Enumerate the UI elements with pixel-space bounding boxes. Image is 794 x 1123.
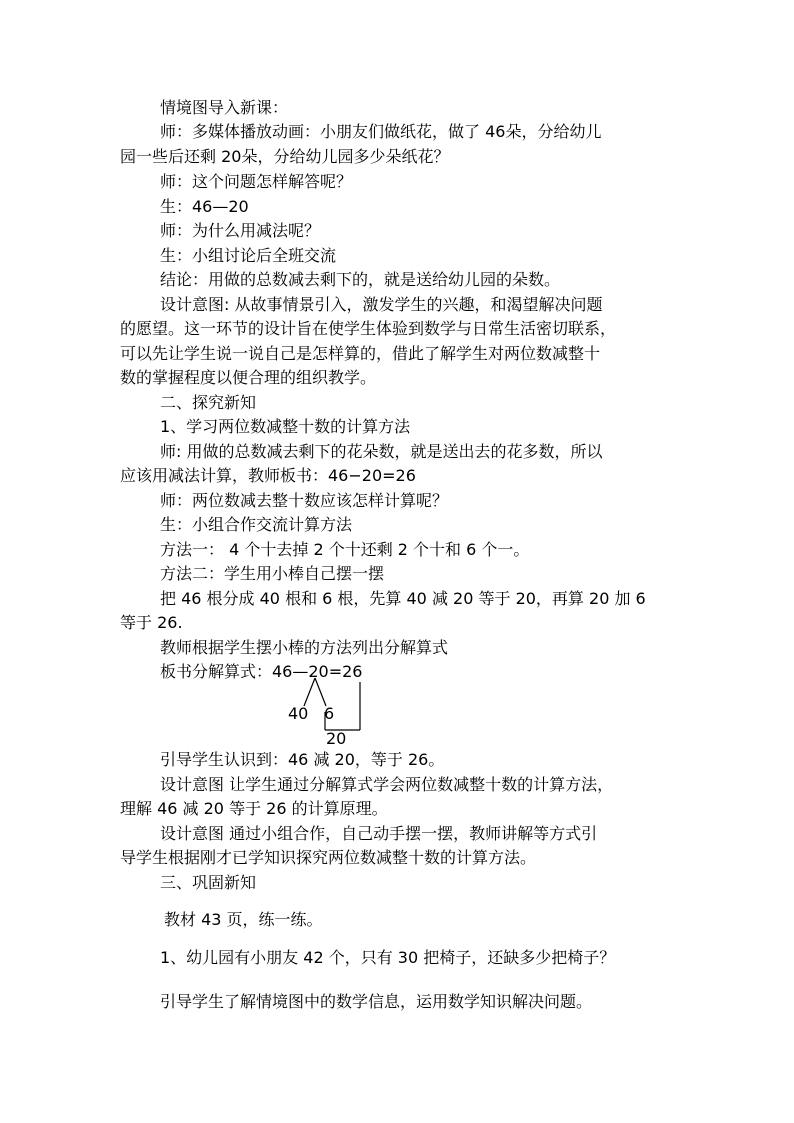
diagram-right-part: 6 [324,704,335,723]
paragraph-line: 师：这个问题怎样解答呢？ [160,172,353,191]
subsection-heading: 1、学习两位数减整十数的计算方法 [160,417,411,436]
paragraph-line: 设计意图: 从故事情景引入，激发学生的兴趣，和渴望解决问题 [160,295,603,314]
paragraph-line: 生：小组讨论后全班交流 [160,246,337,265]
equation-line: 板书分解算式：46—20=26 [160,662,363,681]
paragraph-line: 可以先让学生说一说自己是怎样算的，借此了解学生对两位数减整十 [120,344,601,363]
paragraph-line: 师：两位数减去整十数应该怎样计算呢？ [160,491,449,510]
paragraph-line: 方法二：学生用小棒自己摆一摆 [160,564,385,583]
paragraph-line: 等于 26. [120,613,183,632]
paragraph-line: 结论：用做的总数减去剩下的，就是送给幼儿园的朵数。 [160,270,561,289]
paragraph-line: 设计意图 通过小组合作，自己动手摆一摆，教师讲解等方式引 [160,824,598,843]
paragraph-line: 导学生根据刚才已学知识探究两位数减整十数的计算方法。 [120,848,537,867]
paragraph-line: 师：为什么用减法呢？ [160,221,321,240]
section-heading-explore: 二、探究新知 [160,393,257,412]
paragraph-line: 生：小组合作交流计算方法 [160,515,353,534]
paragraph-line: 生：46—20 [160,197,249,216]
paragraph-line: 数的掌握程度以便合理的组织教学。 [120,368,377,387]
paragraph-line: 理解 46 减 20 等于 26 的计算原理。 [120,799,388,818]
paragraph-line: 的愿望。这一环节的设计旨在使学生体验到数学与日常生活密切联系， [120,319,617,338]
paragraph-line: 教师根据学生摆小棒的方法列出分解算式 [160,638,449,657]
paragraph-line: 应该用减法计算，教师板书：46−20=26 [120,466,416,485]
paragraph-line: 方法一： 4 个十去掉 2 个十还剩 2 个十和 6 个一。 [160,540,530,559]
paragraph-line: 教材 43 页，练一练。 [164,910,323,929]
diagram-left-part: 40 [288,704,309,723]
diagram-bottom-value: 20 [326,729,347,748]
paragraph-line: 引导学生了解情境图中的数学信息，运用数学知识解决问题。 [160,992,593,1011]
paragraph-line: 园一些后还剩 20朵，分给幼儿园多少朵纸花？ [120,147,450,166]
decomposition-diagram [280,672,380,752]
exercise-question: 1、幼儿园有小朋友 42 个，只有 30 把椅子，还缺多少把椅子？ [160,948,616,967]
section-heading-intro: 情境图导入新课： [160,98,289,117]
paragraph-line: 师: 用做的总数减去剩下的花朵数，就是送出去的花多数，所以 [160,442,603,461]
paragraph-line: 把 46 根分成 40 根和 6 根，先算 40 减 20 等于 20，再算 20 加 6 [160,589,646,608]
paragraph-line: 师：多媒体播放动画：小朋友们做纸花，做了 46朵，分给幼儿 [160,122,602,141]
section-heading-consolidate: 三、巩固新知 [160,873,257,892]
paragraph-line: 引导学生认识到：46 减 20，等于 26。 [160,750,445,769]
paragraph-line: 设计意图 让学生通过分解算式学会两位数减整十数的计算方法， [160,775,614,794]
